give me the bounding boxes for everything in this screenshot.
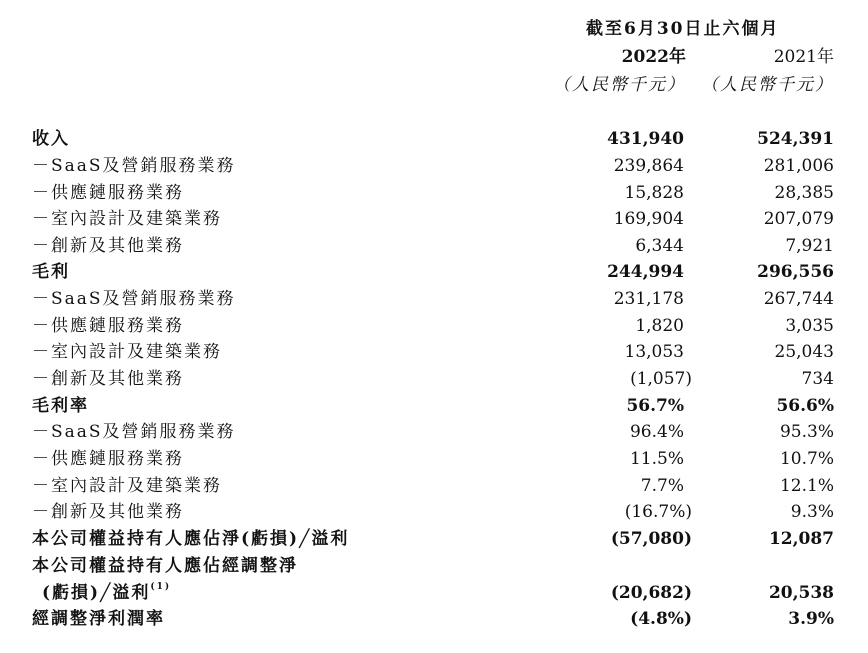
table-row xyxy=(0,473,868,500)
value-2022: (1,057) xyxy=(630,369,692,389)
table-row xyxy=(0,313,868,340)
row-label: －室內設計及建築業務 xyxy=(32,342,222,362)
value-2022: 169,904 xyxy=(613,209,684,229)
row-label: －SaaS及營銷服務業務 xyxy=(32,422,236,442)
value-2021: 12,087 xyxy=(768,529,834,549)
table-row xyxy=(0,526,868,553)
table-row xyxy=(0,153,868,180)
table-row xyxy=(0,126,868,153)
value-2021: 3.9% xyxy=(788,609,834,629)
row-label: －創新及其他業務 xyxy=(32,369,184,389)
value-2021: 25,043 xyxy=(774,342,834,362)
row-label: －室內設計及建築業務 xyxy=(32,476,222,496)
value-2022: 231,178 xyxy=(613,289,684,309)
value-2021: 7,921 xyxy=(785,236,834,256)
table-row xyxy=(0,553,868,580)
row-label: 毛利 xyxy=(32,262,70,282)
value-2022: (57,080) xyxy=(610,529,692,549)
table-row xyxy=(0,259,868,286)
value-2022: 1,820 xyxy=(635,316,684,336)
table-row xyxy=(0,339,868,366)
value-2022: 56.7% xyxy=(626,396,684,416)
row-label: －供應鏈服務業務 xyxy=(32,183,184,203)
row-label: －供應鏈服務業務 xyxy=(32,449,184,469)
table-row xyxy=(0,233,868,260)
value-2021: 10.7% xyxy=(779,449,834,469)
value-2021: 734 xyxy=(801,369,834,389)
value-2022: (20,682) xyxy=(610,583,692,603)
unit-label-2021: （人民幣千元） xyxy=(701,75,834,95)
unit-label-2022: （人民幣千元） xyxy=(553,75,686,95)
footnote-marker: (1) xyxy=(150,582,172,592)
row-label-text: (虧損)╱溢利 xyxy=(42,583,151,603)
column-header-2022: 2022年 xyxy=(621,47,686,67)
value-2021: 524,391 xyxy=(757,129,834,149)
value-2021: 20,538 xyxy=(768,583,834,603)
value-2021: 12.1% xyxy=(779,476,834,496)
table-row xyxy=(0,366,868,393)
row-label: －SaaS及營銷服務業務 xyxy=(32,289,236,309)
column-header-2021: 2021年 xyxy=(773,47,834,67)
value-2022: 11.5% xyxy=(629,449,684,469)
value-2022: 239,864 xyxy=(613,156,684,176)
value-2021: 207,079 xyxy=(763,209,834,229)
row-label: －SaaS及營銷服務業務 xyxy=(32,156,236,176)
value-2022: 13,053 xyxy=(624,342,684,362)
row-label: 經調整淨利潤率 xyxy=(32,609,165,629)
row-label: －創新及其他業務 xyxy=(32,502,184,522)
table-row xyxy=(0,286,868,313)
value-2021: 296,556 xyxy=(757,262,834,282)
table-row xyxy=(0,606,868,633)
row-label: 毛利率 xyxy=(32,396,89,416)
table-row xyxy=(0,419,868,446)
value-2022: 7.7% xyxy=(640,476,684,496)
value-2022: (4.8%) xyxy=(630,609,692,629)
value-2022: 15,828 xyxy=(624,183,684,203)
row-label: 收入 xyxy=(32,129,70,149)
period-header: 截至6月30日止六個月 xyxy=(586,19,780,39)
value-2021: 9.3% xyxy=(790,502,834,522)
value-2021: 281,006 xyxy=(763,156,834,176)
table-row xyxy=(0,180,868,207)
row-label: －供應鏈服務業務 xyxy=(32,316,184,336)
value-2022: 244,994 xyxy=(607,262,684,282)
row-label: 本公司權益持有人應佔經調整淨 xyxy=(32,556,298,576)
value-2021: 267,744 xyxy=(763,289,834,309)
value-2022: (16.7%) xyxy=(624,502,692,522)
value-2022: 431,940 xyxy=(607,129,684,149)
value-2021: 28,385 xyxy=(774,183,834,203)
row-label: －室內設計及建築業務 xyxy=(32,209,222,229)
table-row xyxy=(0,206,868,233)
table-row xyxy=(0,580,868,607)
value-2021: 3,035 xyxy=(785,316,834,336)
value-2022: 6,344 xyxy=(635,236,684,256)
table-row xyxy=(0,393,868,420)
row-label: 本公司權益持有人應佔淨(虧損)╱溢利 xyxy=(32,529,350,549)
value-2021: 95.3% xyxy=(779,422,834,442)
row-label xyxy=(42,580,171,607)
value-2021: 56.6% xyxy=(776,396,834,416)
value-2022: 96.4% xyxy=(629,422,684,442)
table-row xyxy=(0,446,868,473)
row-label: －創新及其他業務 xyxy=(32,236,184,256)
table-row xyxy=(0,499,868,526)
